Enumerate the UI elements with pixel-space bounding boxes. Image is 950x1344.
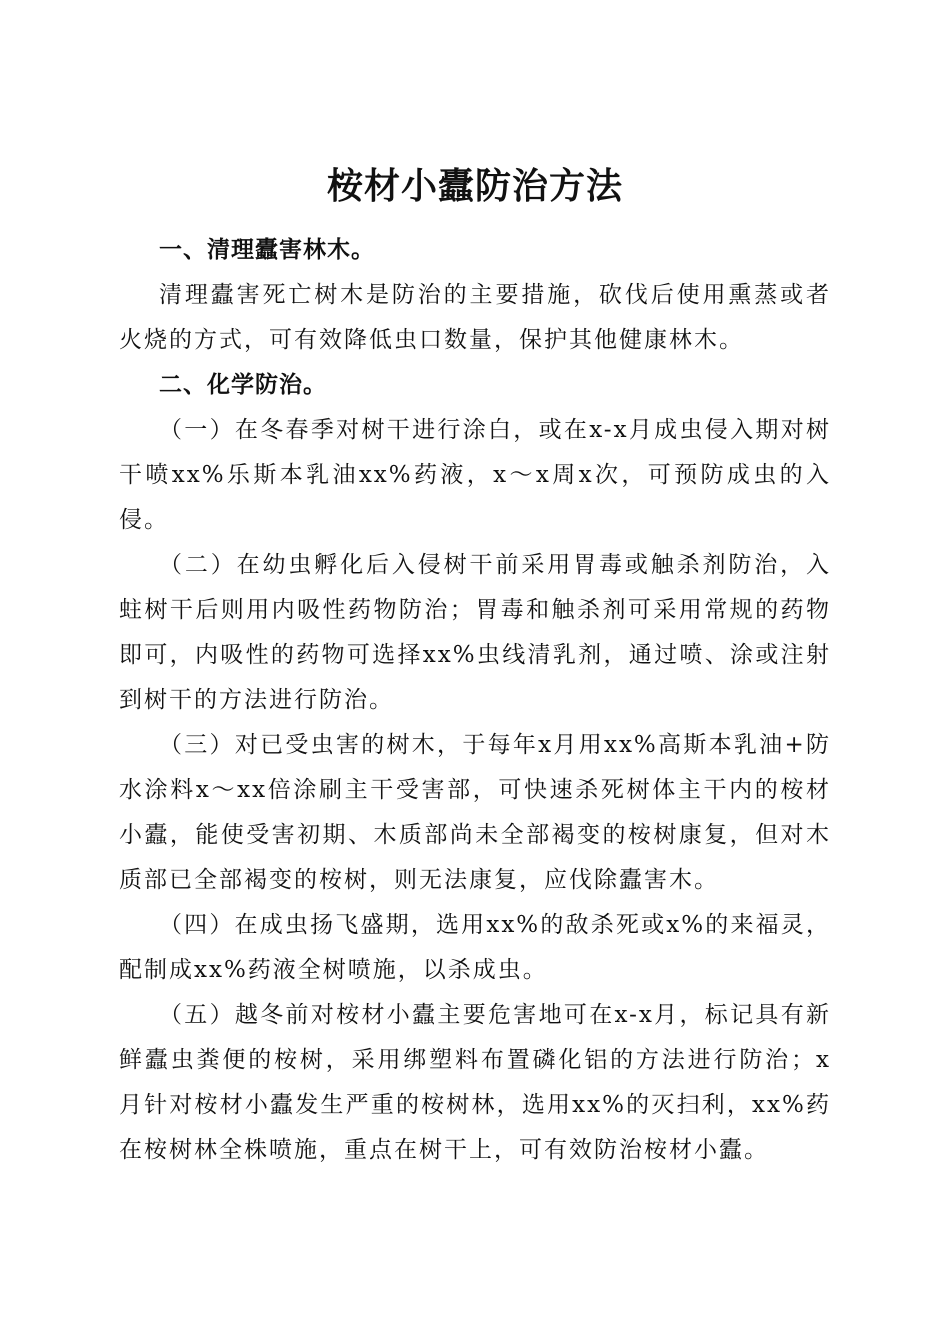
paragraph-chemical-1: （一）在冬春季对树干进行涂白，或在x-x月成虫侵入期对树干喷xx%乐斯本乳油xx%药液，x～x周x次，可预防成虫的入侵。	[119, 417, 831, 533]
paragraph-chemical-5: （五）越冬前对桉材小蠹主要危害地可在x-x月，标记具有新鲜蠹虫粪便的桉树，采用绑塑料布置磷化铝的方法进行防治；x月针对桉材小蠹发生严重的桉树林，选用xx%的灭扫利，xx%药在桉树林全株喷施，重点在树干上，可有效防治桉材小蠹。	[119, 1002, 831, 1163]
section-heading-chemical: 二、化学防治。	[159, 372, 327, 398]
document-body	[119, 228, 831, 1173]
paragraph-chemical-2: （二）在幼虫孵化后入侵树干前采用胃毒或触杀剂防治，入蛀树干后则用内吸性药物防治；胃毒和触杀剂可采用常规的药物即可，内吸性的药物可选择xx%虫线清乳剂，通过喷、涂或注射到树干的方法进行防治。	[119, 552, 831, 713]
section-heading-clearing: 一、清理蠹害林木。	[159, 237, 375, 263]
paragraph-chemical-4: （四）在成虫扬飞盛期，选用xx%的敌杀死或x%的来福灵，配制成xx%药液全树喷施，以杀成虫。	[119, 912, 831, 983]
page-title: 桉材小蠹防治方法	[326, 165, 623, 208]
paragraph-clearing: 清理蠹害死亡树木是防治的主要措施，砍伐后使用熏蒸或者火烧的方式，可有效降低虫口数量，保护其他健康林木。	[119, 282, 831, 353]
paragraph-chemical-3: （三）对已受虫害的树木，于每年x月用xx%高斯本乳油+防水涂料x～xx倍涂刷主干受害部，可快速杀死树体主干内的桉材小蠹，能使受害初期、木质部尚未全部褐变的桉树康复，但对木质部已全部褐变的桉树，则无法康复，应伐除蠹害木。	[119, 732, 831, 893]
